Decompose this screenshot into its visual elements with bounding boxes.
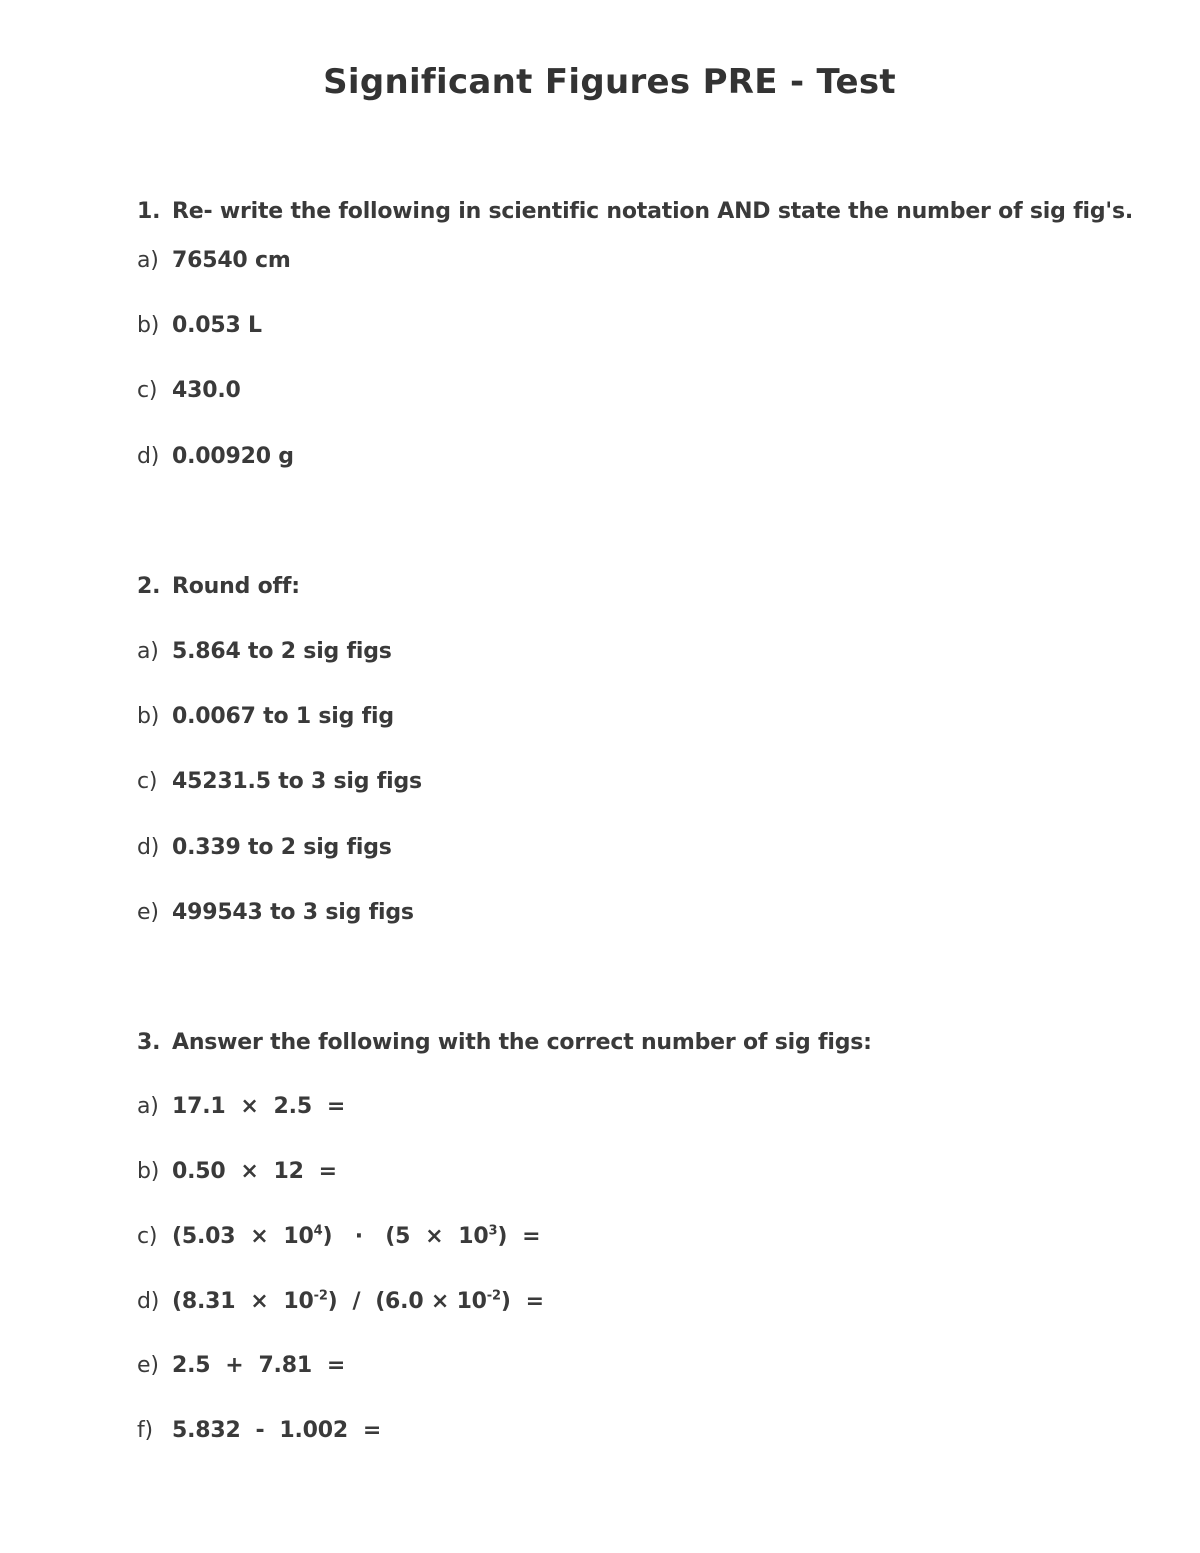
page-title: Significant Figures PRE - Test [323,62,896,102]
expr-part: (8.31 × 10 [172,1289,314,1314]
item-marker: f) [137,1418,153,1443]
q1-item-d [137,443,294,471]
q3-item-b [137,1158,337,1186]
question-number: 1. [137,199,161,224]
question-prompt: Answer the following with the correct number of sig figs: [172,1030,872,1055]
expr-part: ) / (6.0 × 10 [327,1289,487,1314]
item-text: 499543 to 3 sig figs [172,900,414,925]
item-marker: c) [137,1224,158,1249]
q2-item-a [137,638,392,666]
item-text: 430.0 [172,378,241,403]
item-text: 76540 cm [172,248,291,273]
q2-item-e [137,899,414,927]
item-marker: b) [137,313,160,338]
item-marker: a) [137,639,159,664]
item-marker: b) [137,704,160,729]
item-text: 0.053 L [172,313,262,338]
q3-item-e [137,1352,345,1380]
exponent: 4 [313,1223,323,1239]
q3-item-d [137,1288,544,1316]
item-text: 5.864 to 2 sig figs [172,639,392,664]
item-marker: e) [137,1353,159,1378]
q2-item-b [137,703,394,731]
item-text: 0.0067 to 1 sig fig [172,704,394,729]
item-marker: d) [137,835,160,860]
item-marker: a) [137,1094,159,1119]
item-marker: c) [137,378,158,403]
expr-part: ) = [500,1289,544,1314]
q3-item-c [137,1223,540,1251]
exponent: -2 [486,1288,501,1304]
q3-item-f [137,1417,381,1445]
item-text: 2.5 + 7.81 = [172,1353,346,1378]
item-marker: b) [137,1159,160,1184]
expr-part: ) · (5 × 10 [322,1224,489,1249]
question-2-heading [137,573,300,601]
question-number: 3. [137,1030,161,1055]
item-marker: c) [137,769,158,794]
item-text: 17.1 × 2.5 = [172,1094,346,1119]
item-text: 0.339 to 2 sig figs [172,835,392,860]
q1-item-c [137,377,241,405]
question-1-heading [137,198,1133,226]
q3-item-a [137,1093,345,1121]
item-marker: e) [137,900,159,925]
expr-part: ) = [497,1224,541,1249]
question-prompt: Round off: [172,574,300,599]
q1-item-b [137,312,262,340]
q2-item-d [137,834,392,862]
exponent: -2 [313,1288,328,1304]
question-3-heading [137,1029,872,1057]
item-text: 0.00920 g [172,444,294,469]
q2-item-c [137,768,422,796]
question-prompt: Re- write the following in scientific notation AND state the number of sig fig's. [172,199,1133,224]
item-expression [172,1289,544,1314]
item-expression [172,1224,540,1249]
q1-item-a [137,247,291,275]
exponent: 3 [488,1223,498,1239]
question-number: 2. [137,574,161,599]
item-text: 45231.5 to 3 sig figs [172,769,422,794]
item-marker: d) [137,1289,160,1314]
item-marker: d) [137,444,160,469]
item-text: 5.832 - 1.002 = [172,1418,382,1443]
item-marker: a) [137,248,159,273]
item-text: 0.50 × 12 = [172,1159,337,1184]
expr-part: (5.03 × 10 [172,1224,314,1249]
